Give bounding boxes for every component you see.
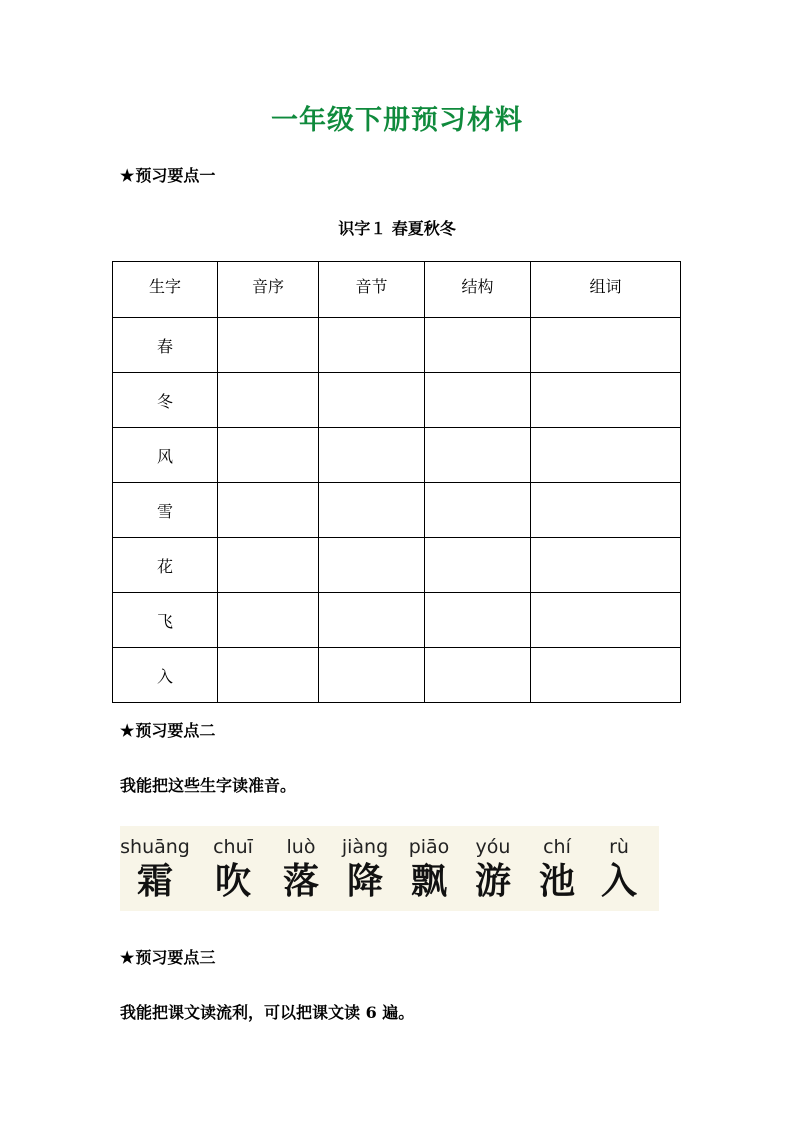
table-cell-blank[interactable] xyxy=(218,428,319,483)
star-icon: ★ xyxy=(120,721,135,740)
pinyin-label: shuāng xyxy=(120,836,190,858)
table-header-cell: 结构 xyxy=(425,262,531,318)
table-cell-blank[interactable] xyxy=(425,593,531,648)
instruction-read-fluently: 我能把课文读流利，可以把课文读 6 遍。 xyxy=(120,1003,415,1022)
pinyin-character-item xyxy=(330,826,400,902)
table-cell-blank[interactable] xyxy=(218,483,319,538)
pinyin-character-item xyxy=(266,826,336,902)
table-cell-character: 春 xyxy=(113,318,218,373)
table-cell-blank[interactable] xyxy=(425,318,531,373)
table-cell-character: 花 xyxy=(113,538,218,593)
star-icon: ★ xyxy=(120,166,135,185)
table-header-cell: 音节 xyxy=(319,262,425,318)
pinyin-label: chí xyxy=(543,836,571,858)
table-header-cell: 生字 xyxy=(113,262,218,318)
table-cell-blank[interactable] xyxy=(425,483,531,538)
table-cell-blank[interactable] xyxy=(531,648,681,703)
pinyin-label: luò xyxy=(286,836,316,858)
table-cell-blank[interactable] xyxy=(319,538,425,593)
hanzi-character: 落 xyxy=(282,860,319,902)
pinyin-character-item xyxy=(198,826,268,902)
table-cell-blank[interactable] xyxy=(531,593,681,648)
table-row xyxy=(113,593,681,648)
star-icon: ★ xyxy=(120,948,135,967)
hanzi-character: 飘 xyxy=(410,860,447,902)
section-heading-1-label: 预习要点一 xyxy=(135,166,216,185)
table-cell-blank[interactable] xyxy=(218,593,319,648)
table-cell-blank[interactable] xyxy=(531,318,681,373)
hanzi-character: 游 xyxy=(474,860,511,902)
table-cell-blank[interactable] xyxy=(218,318,319,373)
table-header-row xyxy=(113,262,681,318)
table-header-cell: 音序 xyxy=(218,262,319,318)
table-cell-blank[interactable] xyxy=(218,648,319,703)
table-cell-character: 入 xyxy=(113,648,218,703)
table-cell-blank[interactable] xyxy=(531,483,681,538)
table-row xyxy=(113,318,681,373)
table-header-cell: 组词 xyxy=(531,262,681,318)
page-title: 一年级下册预习材料 xyxy=(271,105,523,136)
table-cell-character: 飞 xyxy=(113,593,218,648)
table-cell-blank[interactable] xyxy=(319,483,425,538)
pinyin-label: piāo xyxy=(408,836,450,858)
section-heading-3-label: 预习要点三 xyxy=(135,948,216,967)
pinyin-label: yóu xyxy=(475,836,511,858)
hanzi-character: 降 xyxy=(346,860,383,902)
table-row xyxy=(113,428,681,483)
pinyin-label: rù xyxy=(609,836,629,858)
character-table xyxy=(112,261,681,703)
table-cell-blank[interactable] xyxy=(425,648,531,703)
table-row xyxy=(113,373,681,428)
table-cell-blank[interactable] xyxy=(425,428,531,483)
table-row xyxy=(113,538,681,593)
pinyin-character-item xyxy=(584,826,654,902)
table-cell-character: 风 xyxy=(113,428,218,483)
section-heading-2-label: 预习要点二 xyxy=(135,721,216,740)
pinyin-character-panel xyxy=(120,826,659,911)
table-cell-blank[interactable] xyxy=(319,373,425,428)
table-cell-blank[interactable] xyxy=(425,373,531,428)
section-heading-3 xyxy=(120,945,215,968)
pinyin-character-item xyxy=(120,826,190,902)
table-cell-blank[interactable] xyxy=(319,593,425,648)
instruction-read-pronunciation: 我能把这些生字读准音。 xyxy=(120,776,297,795)
pinyin-label: chuī xyxy=(213,836,253,858)
table-cell-blank[interactable] xyxy=(319,318,425,373)
pinyin-character-item xyxy=(458,826,528,902)
hanzi-character: 池 xyxy=(538,860,575,902)
table-cell-blank[interactable] xyxy=(531,538,681,593)
table-cell-blank[interactable] xyxy=(218,538,319,593)
table-cell-blank[interactable] xyxy=(531,373,681,428)
pinyin-character-item xyxy=(394,826,464,902)
lesson-title: 识字１ 春夏秋冬 xyxy=(338,219,456,238)
section-heading-1 xyxy=(120,163,215,186)
table-cell-character: 雪 xyxy=(113,483,218,538)
hanzi-character: 入 xyxy=(600,860,637,902)
table-row xyxy=(113,648,681,703)
pinyin-label: jiàng xyxy=(341,836,389,858)
table-cell-blank[interactable] xyxy=(218,373,319,428)
hanzi-character: 吹 xyxy=(214,860,251,902)
pinyin-character-item xyxy=(522,826,592,902)
table-cell-blank[interactable] xyxy=(319,648,425,703)
table-cell-blank[interactable] xyxy=(319,428,425,483)
table-cell-character: 冬 xyxy=(113,373,218,428)
table-row xyxy=(113,483,681,538)
section-heading-2 xyxy=(120,718,215,741)
table-cell-blank[interactable] xyxy=(531,428,681,483)
table-cell-blank[interactable] xyxy=(425,538,531,593)
hanzi-character: 霜 xyxy=(136,860,173,902)
